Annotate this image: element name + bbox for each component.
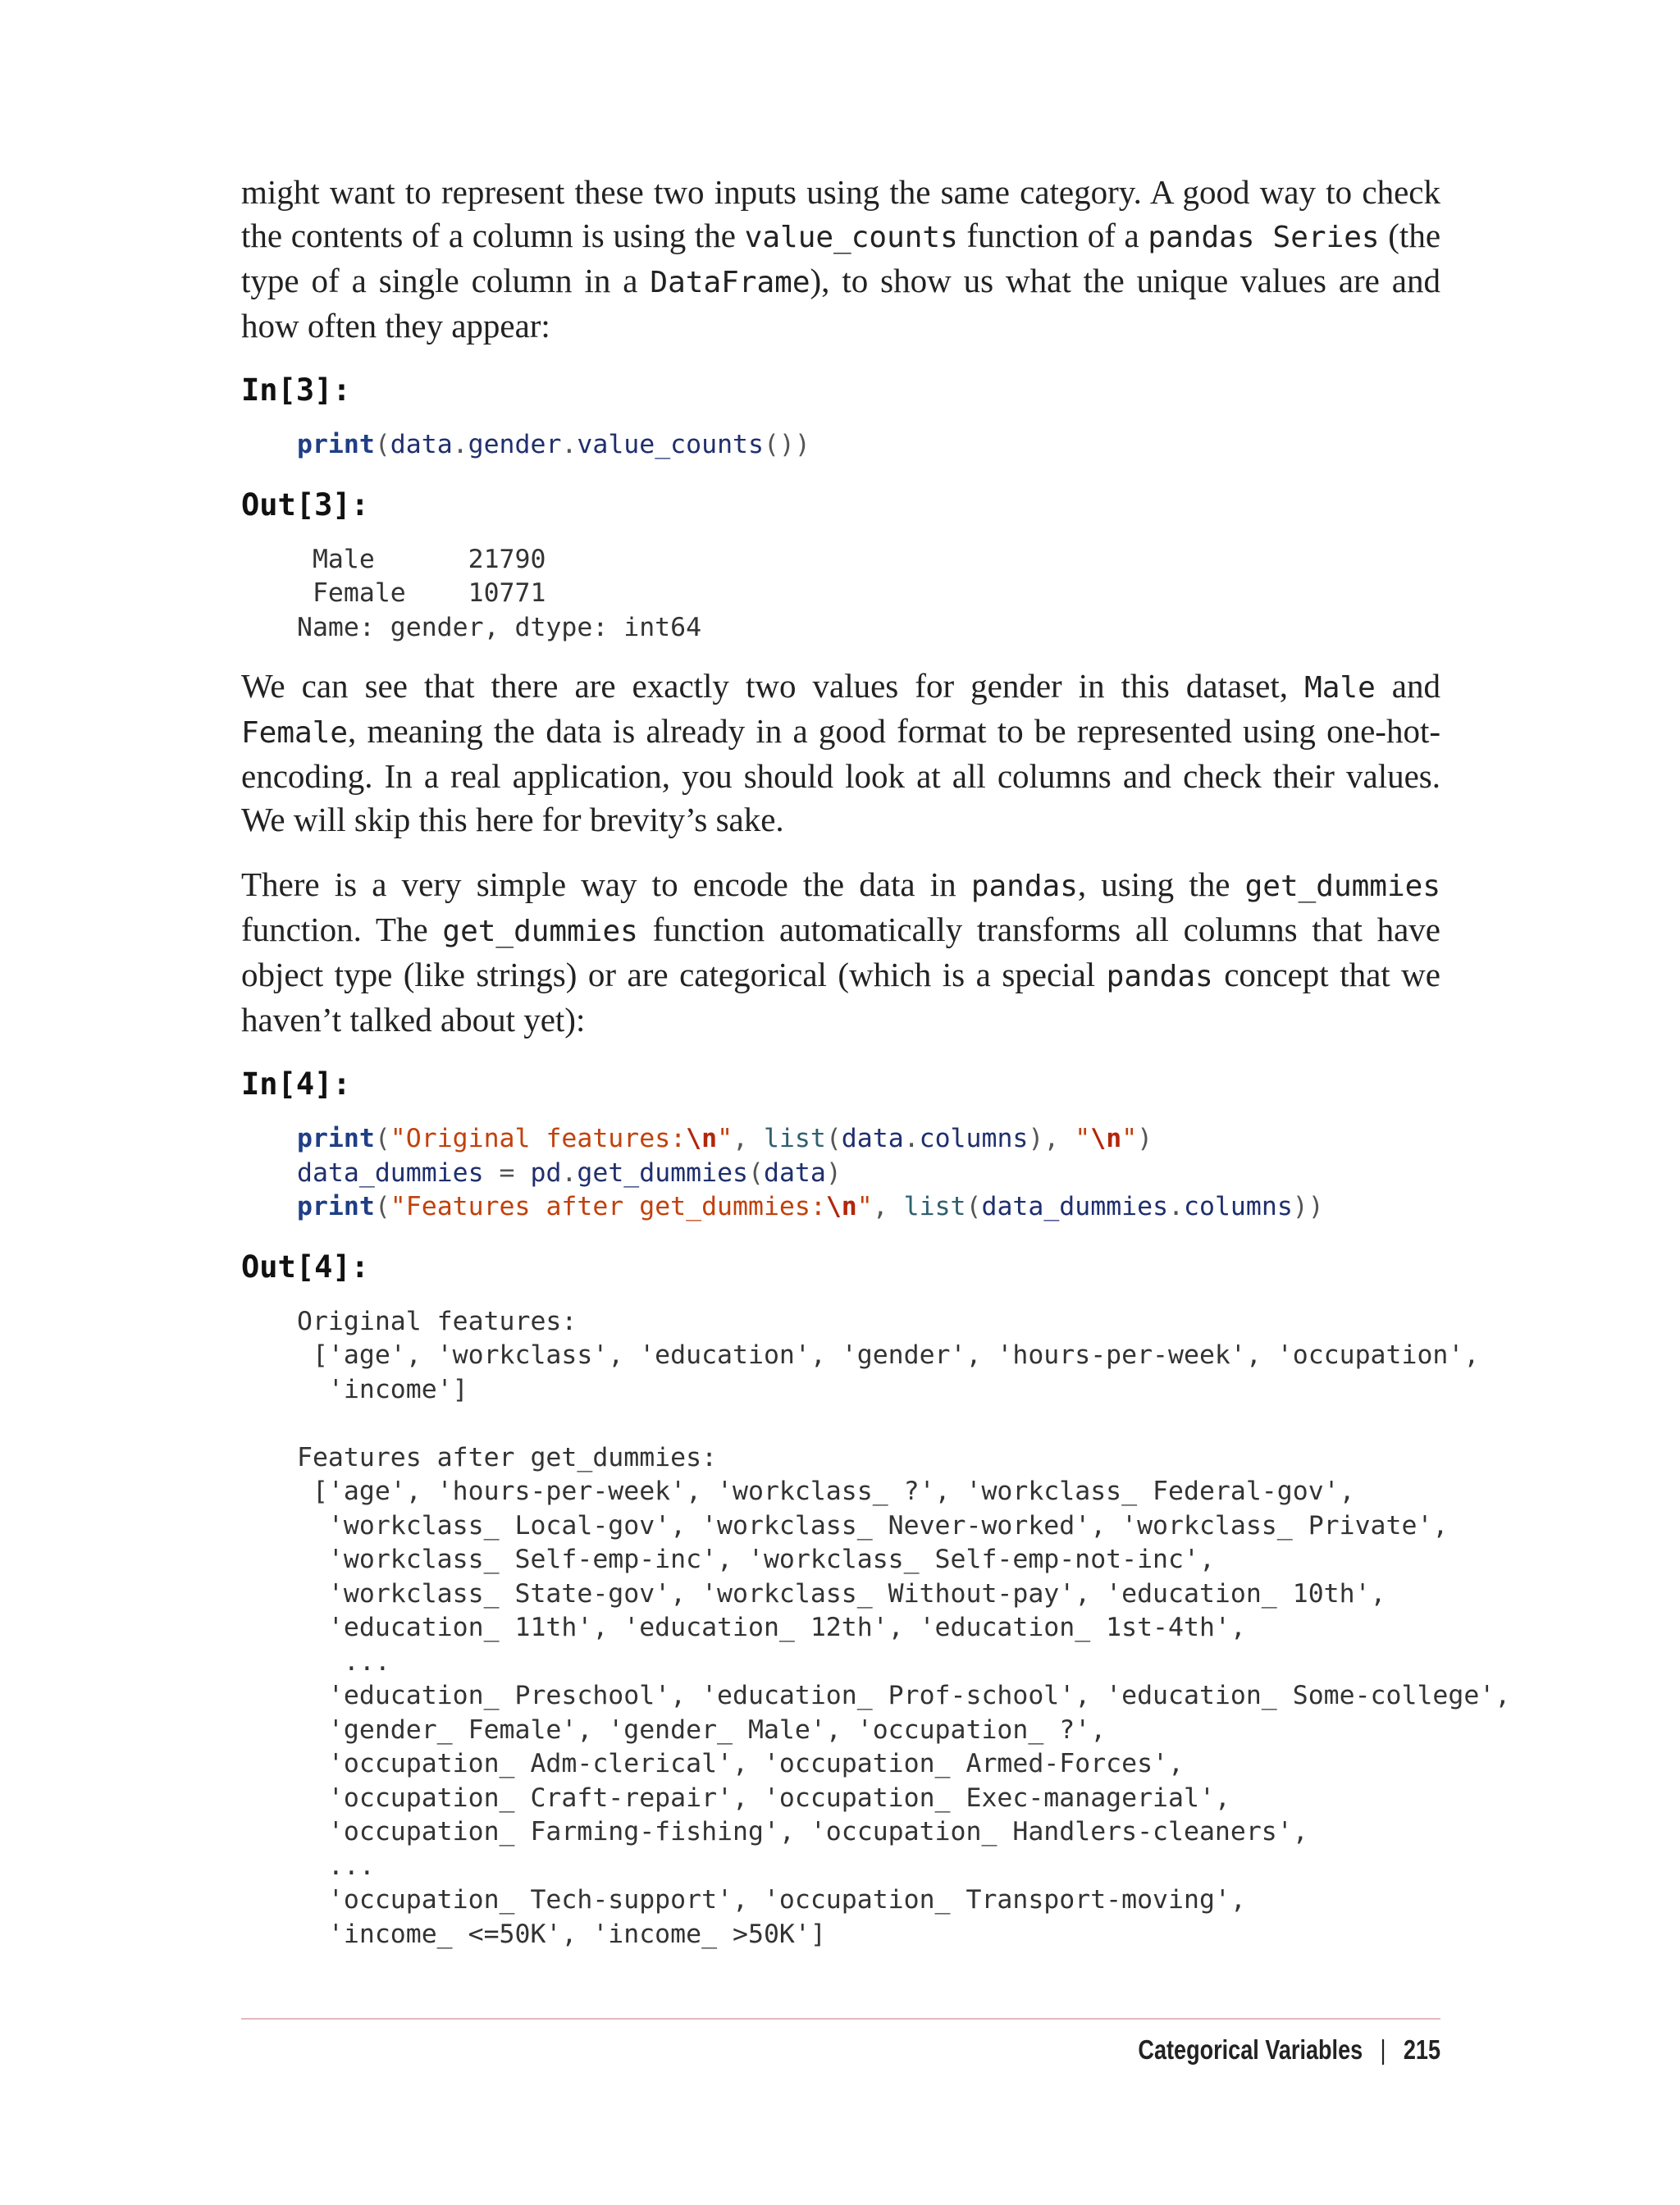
output-cell-label: Out[4]: [241,1249,369,1285]
text-run: (the type of a single column in a [241,217,1441,299]
body-paragraph [241,863,1440,1042]
inline-code: value_counts [744,221,958,254]
text-run: function. The [241,911,443,948]
inline-code: Male [1304,671,1376,705]
text-run: function automatically transforms all columns that have object type (like strings) or are categorical (which is a special [241,911,1440,993]
text-run: We can see that there are exactly two values for gender in this dataset, [241,667,1305,705]
inline-code: Female [241,716,349,750]
page-content [241,171,1511,1971]
footer-separator: | [1380,2034,1386,2065]
text-run: ), to show us what the unique values are and how often they appear: [241,262,1440,345]
inline-code: pandas Series [1148,221,1380,254]
output-code-block: Original features: ['age', 'workclass', 'education', 'gender', 'hours-per-week', 'occupation', 'income'] Features after get_dummies: ['age', 'hours-per-week', 'workclass_ ?', 'workclass_ Federal-gov', 'workclass_ Local-gov', 'workclass_ Never-worked', 'workclass_ Private', 'workclass_ Self-emp-inc', 'workclass_ Self-emp-not-inc', 'workclass_ State-gov', 'workclass_ Without-pay', 'education_ 10th', 'education_ 11th', 'education_ 12th', 'education_ 1st-4th', ... 'education_ Preschool', 'education_ Prof-school', 'education_ Some-college', 'gender_ Female', 'gender_ Male', 'occupation_ ?', 'occupation_ Adm-clerical', 'occupation_ Armed-Forces', 'occupation_ Craft-repair', 'occupation_ Exec-managerial', 'occupation_ Farming-fishing', 'occupation_ Handlers-cleaners', ... 'occupation_ Tech-support', 'occupation_ Transport-moving', 'income_ <=50K', 'income_ >50K'] [297,1306,1511,1949]
section-title: Categorical Variables [1138,2034,1363,2065]
page-footer [241,2018,1440,2066]
text-run: function of a [957,217,1148,254]
text-run: , using the [1077,865,1245,903]
footer-divider [241,2018,1440,2020]
text-run: There is a very simple way to encode the data in [241,865,971,903]
input-code-block: print(data.gender.value_counts()) [297,430,810,459]
inline-code: pandas [1106,960,1213,993]
text-run: , meaning the data is already in a good format to be represented using one-hot-encoding. In a real application, you should look at all columns and check their values. We will skip this here for brevity’s sake. [241,712,1440,838]
page-number: 215 [1403,2034,1440,2065]
output-code-block: Male 21790 Female 10771 Name: gender, dtype: int64 [297,544,702,642]
text-run: concept that we haven’t talked about yet): [241,956,1440,1039]
output-cell-label: Out[3]: [241,486,369,523]
body-paragraph [241,664,1440,842]
running-footer [457,2034,1440,2066]
text-run: might want to represent these two inputs using the same category. A good way to check the contents of a column is using the [241,173,1440,254]
intro-paragraph [241,171,1440,348]
text-run: and [1375,667,1441,705]
inline-code: pandas [970,870,1078,903]
input-cell-label: In[3]: [241,372,351,408]
inline-code: DataFrame [650,266,810,299]
input-cell-label: In[4]: [241,1066,351,1102]
inline-code: get_dummies [1244,870,1441,903]
input-code-block: print("Original features:\n", list(data.columns), "\n") data_dummies = pd.get_dummies(data) print("Features after get_dummies:\n", list(data_dummies.columns)) [297,1124,1324,1221]
inline-code: get_dummies [442,915,638,948]
